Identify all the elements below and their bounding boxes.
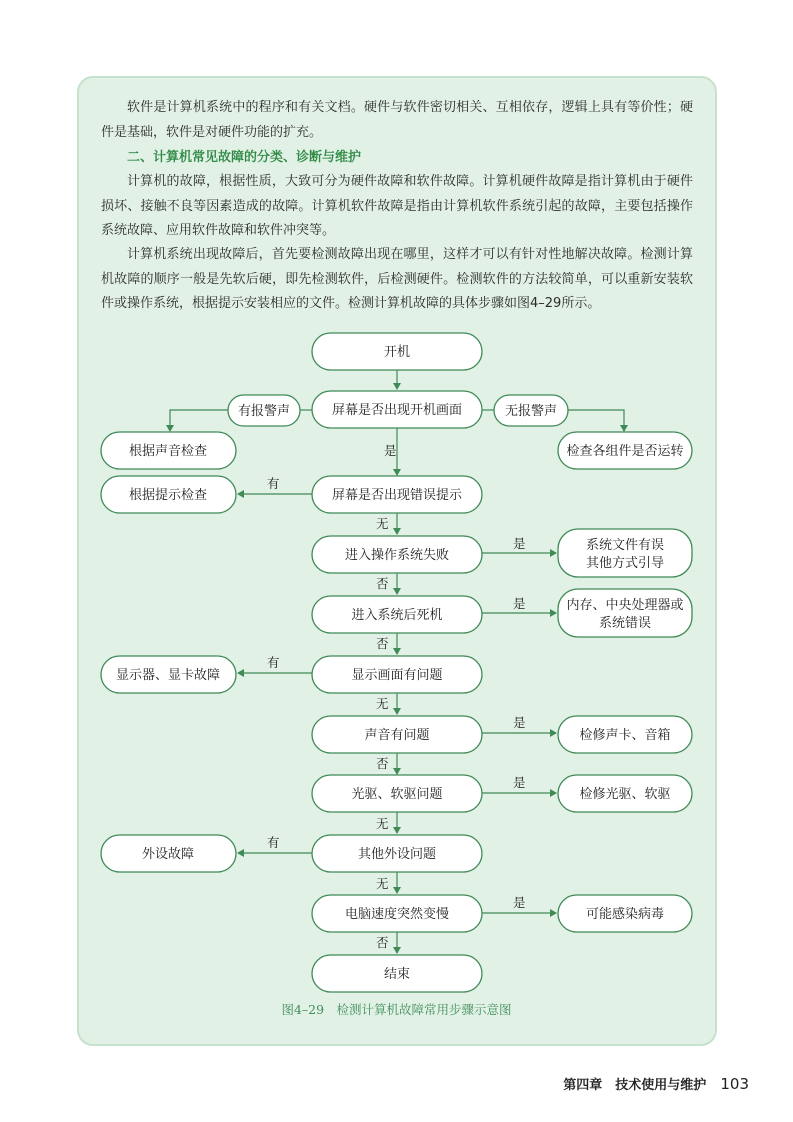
node-alarm-yes xyxy=(228,395,300,426)
node-screen-error xyxy=(312,476,482,513)
svg-text:有报警声: 有报警声 xyxy=(237,404,291,419)
edge-label-none: 无 xyxy=(376,876,389,891)
edge-label-yes: 是 xyxy=(513,775,526,790)
svg-text:检查各组件是否运转: 检查各组件是否运转 xyxy=(566,444,684,459)
node-memory-cpu xyxy=(558,589,692,637)
edge-label-no: 否 xyxy=(376,935,389,950)
node-slow xyxy=(312,895,482,932)
paragraph-2: 计算机的故障，根据性质，大致可分为硬件故障和软件故障。计算机硬件故障是指计算机由于硬件损坏、接触不良等因素造成的故障。计算机软件故障是指由计算机软件系统引起的故障，主要包括操作系统故障、应用软件故障和软件冲突等。 xyxy=(101,174,693,238)
page-number: 103 xyxy=(720,1075,749,1093)
svg-text:根据提示检查: 根据提示检查 xyxy=(128,488,208,503)
svg-text:检修光驱、软驱: 检修光驱、软驱 xyxy=(579,787,671,802)
paragraph-1: 软件是计算机系统中的程序和有关文档。硬件与软件密切相关、互相依存，逻辑上具有等价性；硬件是基础，软件是对硬件功能的扩充。 xyxy=(101,100,693,140)
edge-label-yes: 是 xyxy=(384,443,397,458)
edge-label-have: 有 xyxy=(267,655,280,670)
svg-text:检修声卡、音箱: 检修声卡、音箱 xyxy=(579,728,671,743)
node-alarm-no xyxy=(494,395,568,426)
edge-label-yes: 是 xyxy=(513,596,526,611)
node-display xyxy=(312,656,482,693)
svg-text:开机: 开机 xyxy=(383,345,411,360)
node-os-fail xyxy=(312,536,482,573)
svg-text:系统错误: 系统错误 xyxy=(598,616,652,631)
svg-text:屏幕是否出现错误提示: 屏幕是否出现错误提示 xyxy=(331,488,463,503)
svg-text:屏幕是否出现开机画面: 屏幕是否出现开机画面 xyxy=(331,403,463,418)
node-drive xyxy=(312,775,482,812)
svg-text:无报警声: 无报警声 xyxy=(504,404,558,419)
edge-label-no: 否 xyxy=(376,576,389,591)
svg-text:其他外设问题: 其他外设问题 xyxy=(357,847,437,862)
node-crash xyxy=(312,596,482,633)
node-screen-boot xyxy=(312,391,482,428)
node-system-file xyxy=(558,529,692,577)
svg-text:显示器、显卡故障: 显示器、显卡故障 xyxy=(115,668,221,683)
svg-text:根据声音检查: 根据声音检查 xyxy=(128,444,208,459)
edge-label-none: 无 xyxy=(376,816,389,831)
svg-text:系统文件有误: 系统文件有误 xyxy=(585,538,665,553)
node-virus xyxy=(558,895,692,932)
node-check-prompt xyxy=(101,476,236,513)
svg-text:进入系统后死机: 进入系统后死机 xyxy=(351,608,443,623)
node-end xyxy=(312,955,482,992)
node-peripheral-fault xyxy=(101,835,236,872)
paragraph-3: 计算机系统出现故障后，首先要检测故障出现在哪里，这样才可以有针对性地解决故障。检测计算机故障的顺序一般是先软后硬，即先检测软件，后检测硬件。检测软件的方法较简单，可以重新安装软件或操作系统，根据提示安装相应的文件。检测计算机故障的具体步骤如图4–29所示。 xyxy=(101,247,693,311)
figure-caption: 图4–29 检测计算机故障常用步骤示意图 xyxy=(281,1002,512,1017)
edge-label-none: 无 xyxy=(376,516,389,531)
svg-text:显示画面有问题: 显示画面有问题 xyxy=(351,668,443,683)
edge-label-yes: 是 xyxy=(513,536,526,551)
svg-text:可能感染病毒: 可能感染病毒 xyxy=(585,907,665,922)
edge-label-no: 否 xyxy=(376,636,389,651)
edge-label-no: 否 xyxy=(376,756,389,771)
section-heading: 二、计算机常见故障的分类、诊断与维护 xyxy=(127,150,362,165)
edge-label-yes: 是 xyxy=(513,895,526,910)
edge-label-none: 无 xyxy=(376,696,389,711)
svg-text:结束: 结束 xyxy=(383,967,411,982)
node-start xyxy=(312,333,482,370)
page-footer xyxy=(563,1074,749,1093)
node-check-sound xyxy=(101,432,236,469)
node-check-parts xyxy=(558,432,692,469)
chapter-title: 第四章 技术使用与维护 xyxy=(563,1078,707,1093)
svg-text:其他方式引导: 其他方式引导 xyxy=(585,556,665,571)
edge-label-have: 有 xyxy=(267,476,280,491)
node-other-peripheral xyxy=(312,835,482,872)
svg-text:进入操作系统失败: 进入操作系统失败 xyxy=(344,548,450,563)
node-repair-sound xyxy=(558,716,692,753)
edge-label-yes: 是 xyxy=(513,715,526,730)
svg-text:内存、中央处理器或: 内存、中央处理器或 xyxy=(566,598,684,613)
node-repair-drive xyxy=(558,775,692,812)
svg-text:光驱、软驱问题: 光驱、软驱问题 xyxy=(351,787,443,802)
edge-label-have: 有 xyxy=(267,835,280,850)
svg-text:外设故障: 外设故障 xyxy=(141,847,195,862)
node-sound xyxy=(312,716,482,753)
node-monitor-fault xyxy=(101,656,236,693)
svg-text:电脑速度突然变慢: 电脑速度突然变慢 xyxy=(344,907,450,922)
svg-text:声音有问题: 声音有问题 xyxy=(364,728,430,743)
